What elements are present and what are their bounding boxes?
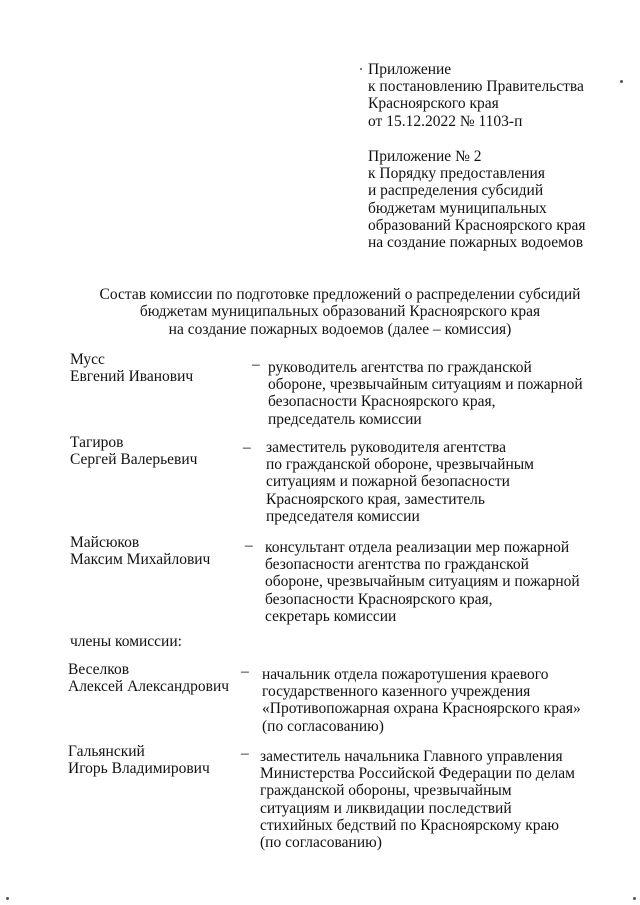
role-line: (по согласованию) bbox=[262, 717, 384, 735]
role-line: Красноярского края, заместитель bbox=[266, 490, 485, 508]
appendix-1-line: Красноярского края bbox=[368, 95, 499, 113]
member-role bbox=[265, 539, 580, 625]
scan-speck bbox=[6, 897, 9, 900]
role-line: стихийных бедствий по Красноярскому краю bbox=[260, 816, 559, 834]
appendix-1-line: Приложение bbox=[368, 61, 452, 78]
title-line: бюджетам муниципальных образований Красноярского края bbox=[139, 303, 541, 321]
role-line: председатель комиссии bbox=[268, 410, 422, 428]
member-surname: Мусс bbox=[70, 351, 105, 368]
appendix-2-line: бюджетам муниципальных bbox=[368, 199, 547, 217]
role-line: безопасности Красноярского края, bbox=[265, 590, 493, 608]
role-line: обороне, чрезвычайным ситуациям и пожарной bbox=[265, 573, 580, 591]
member-dash: – bbox=[245, 537, 253, 554]
member-given-name: Сергей Валерьевич bbox=[70, 451, 198, 469]
member-dash: – bbox=[241, 663, 249, 680]
role-line: по гражданской обороне, чрезвычайным bbox=[266, 456, 534, 474]
member-dash: – bbox=[243, 439, 251, 456]
role-line: руководитель агентства по гражданской bbox=[268, 359, 532, 376]
appendix-header-2 bbox=[368, 148, 586, 251]
member-surname: Майсюков bbox=[70, 534, 140, 551]
member-given-name: Игорь Владимирович bbox=[68, 760, 210, 778]
member-name bbox=[68, 661, 229, 695]
scan-speck bbox=[360, 68, 362, 70]
member-surname: Веселков bbox=[68, 661, 130, 678]
appendix-1-line: от 15.12.2022 № 1103-п bbox=[368, 112, 523, 130]
scan-speck bbox=[620, 80, 623, 83]
member-role bbox=[262, 666, 581, 735]
scan-speck bbox=[633, 897, 636, 900]
role-line: (по согласованию) bbox=[260, 834, 382, 852]
title-line: на создание пожарных водоемов (далее – комиссия) bbox=[168, 320, 512, 338]
role-line: обороне, чрезвычайным ситуациям и пожарной bbox=[268, 376, 583, 394]
member-dash: – bbox=[252, 356, 260, 373]
member-given-name: Максим Михайлович bbox=[70, 551, 211, 569]
member-name bbox=[70, 434, 197, 468]
role-line: безопасности Красноярского края, bbox=[268, 393, 496, 411]
appendix-2-line: и распределения субсидий bbox=[368, 182, 544, 200]
appendix-2-line: на создание пожарных водоемов bbox=[368, 234, 584, 252]
member-surname: Гальянский bbox=[68, 743, 145, 760]
member-name bbox=[68, 743, 210, 777]
role-line: секретарь комиссии bbox=[265, 607, 397, 625]
appendix-2-line: к Порядку предоставления bbox=[368, 165, 545, 183]
member-dash: – bbox=[241, 745, 249, 762]
role-line: «Противопожарная охрана Красноярского края» bbox=[262, 700, 581, 718]
member-name bbox=[70, 534, 210, 568]
members-section-label: члены комиссии: bbox=[70, 633, 182, 650]
appendix-2-line: образований Красноярского края bbox=[368, 216, 586, 234]
role-line: безопасности агентства по гражданской bbox=[265, 556, 529, 574]
member-role bbox=[260, 748, 575, 851]
role-line: ситуациям и ликвидации последствий bbox=[260, 799, 512, 817]
member-role bbox=[268, 359, 583, 428]
role-line: председателя комиссии bbox=[266, 507, 420, 525]
member-given-name: Алексей Александрович bbox=[68, 678, 230, 696]
title-line: Состав комиссии по подготовке предложений о распределении субсидий bbox=[99, 286, 581, 303]
role-line: ситуациям и пожарной безопасности bbox=[266, 473, 510, 491]
appendix-2-line: Приложение № 2 bbox=[368, 148, 482, 165]
role-line: государственного казенного учреждения bbox=[262, 683, 531, 701]
role-line: гражданской обороны, чрезвычайным bbox=[260, 782, 512, 800]
role-line: заместитель руководителя агентства bbox=[266, 439, 507, 456]
role-line: консультант отдела реализации мер пожарной bbox=[265, 539, 570, 556]
appendix-header-1 bbox=[368, 61, 584, 130]
role-line: начальник отдела пожаротушения краевого bbox=[262, 666, 549, 683]
role-line: Министерства Российской Федерации по делам bbox=[260, 765, 575, 783]
appendix-1-line: к постановлению Правительства bbox=[368, 78, 584, 96]
role-line: заместитель начальника Главного управления bbox=[260, 748, 563, 765]
member-surname: Тагиров bbox=[70, 434, 124, 451]
member-role bbox=[266, 439, 534, 525]
document-title bbox=[60, 286, 620, 338]
member-given-name: Евгений Иванович bbox=[70, 368, 194, 386]
member-name bbox=[70, 351, 193, 385]
